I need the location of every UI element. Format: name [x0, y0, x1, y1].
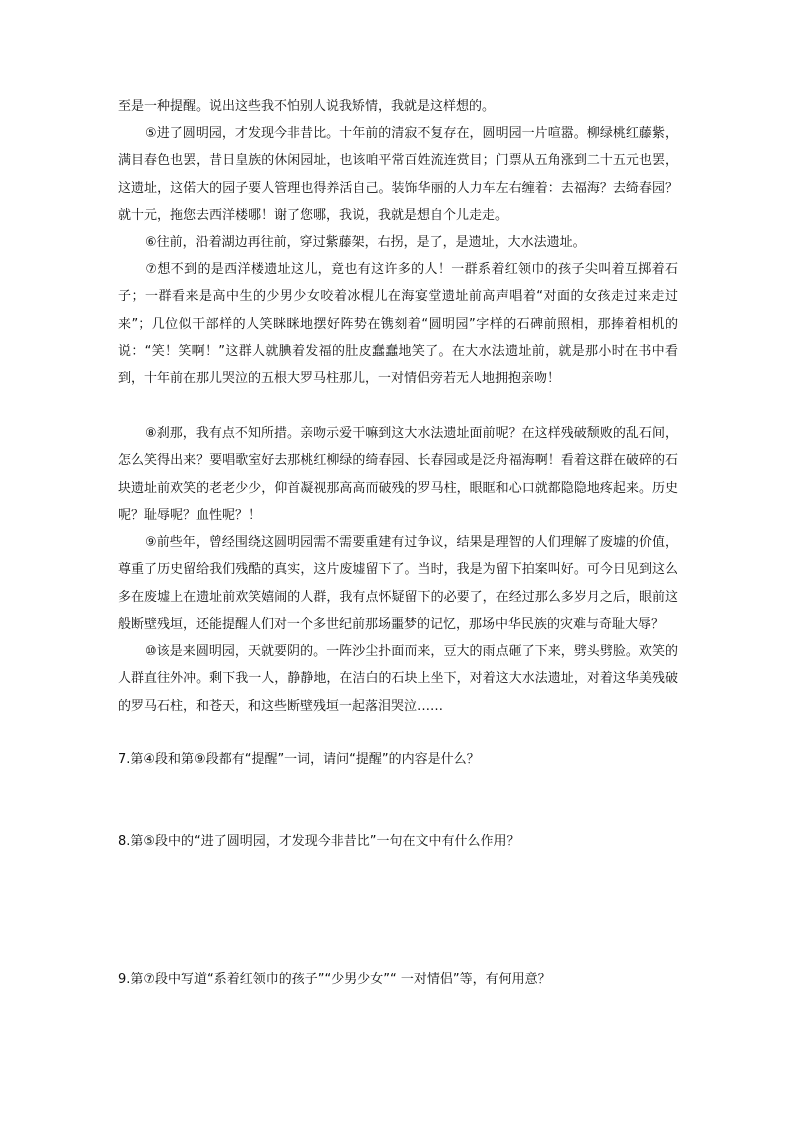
paragraph-10 — [118, 638, 678, 720]
question-7 — [118, 750, 698, 770]
paragraph-text: ⑩该是来圆明园，天就要阴的。一阵沙尘扑面而来，豆大的雨点砸了下来，劈头劈脸。欢笑的人群直往外冲。剩下我一人，静静地，在洁白的石块上坐下，对着这大水法遗址，对着这华美残破的罗马石柱，和苍天，和这些断壁残垣一起落泪哭泣…… — [118, 644, 678, 714]
question-8 — [118, 832, 698, 852]
paragraph-text: ⑧刹那，我有点不知所措。亲吻示爱干嘛到这大水法遗址面前呢？在这样残破颓败的乱石间，怎么笑得出来？要唱歌室好去那桃红柳绿的绮春园、长春园或是泛舟福海啊！看着这群在破碎的石块遗址前欢笑的老老少少，仰首凝视那高高而破残的罗马柱，眼眶和心口就都隐隐地疼起来。历史呢？耻辱呢？血性呢？！ — [118, 426, 678, 523]
paragraph-8 — [118, 420, 678, 529]
paragraph-text: ⑨前些年，曾经围绕这圆明园需不需要重建有过争议，结果是理智的人们理解了废墟的价值，尊重了历史留给我们残酷的真实，这片废墟留下了。当时，我是为留下拍案叫好。可今日见到这么多在废墟上在遗址前欢笑嬉闹的人群，我有点怀疑留下的必要了，在经过那么多岁月之后，眼前这般断壁残垣，还能提醒人们对一个多世纪前那场噩梦的记忆，那场中华民族的灾难与奇耻大辱？ — [118, 535, 678, 632]
question-9 — [118, 970, 698, 990]
paragraph-text: ⑤进了圆明园，才发现今非昔比。十年前的清寂不复存在，圆明园一片喧嚣。柳绿桃红藤紫，满目春色也罢，昔日皇族的休闲园址，也该咱平常百姓流连赏目；门票从五角涨到二十五元也罢，这遗址，这偌大的园子要人管理也得养活自己。装饰华丽的人力车左右缠着：去福海？去绮春园？就十元，拖您去西洋楼哪！谢了您哪，我说，我就是想自个儿走走。 — [118, 126, 678, 223]
question-text: 第⑤段中的“进了圆明园，才发现今非昔比”一句在文中有什么作用？ — [130, 834, 520, 849]
paragraph-4-tail — [118, 93, 678, 120]
paragraph-6 — [118, 229, 678, 256]
question-number: 8. — [118, 834, 131, 849]
question-number: 9. — [118, 972, 131, 987]
paragraph-7 — [118, 256, 678, 392]
paragraph-9 — [118, 529, 678, 638]
question-text: 第⑦段中写道“系着红领巾的孩子”“少男少女”“ 一对情侣”等，有何用意？ — [130, 972, 551, 987]
paragraph-text: ⑦想不到的是西洋楼遗址这儿，竟也有这许多的人！一群系着红领巾的孩子尖叫着互掷着石子；一群看来是高中生的少男少女咬着冰棍儿在海宴堂遗址前高声唱着“对面的女孩走过来走过来”；几位似干部样的人笑眯眯地摆好阵势在镌刻着“圆明园”字样的石碑前照相，那捧着相机的说：“笑！笑啊！”这群人就腆着发福的肚皮蠢蠢地笑了。在大水法遗址前，就是那小时在书中看到，十年前在那儿哭泣的五根大罗马柱那儿，一对情侣旁若无人地拥抱亲吻！ — [118, 262, 678, 387]
paragraph-text: ⑥往前，沿着湖边再往前，穿过紫藤架，右拐，是了，是遗址，大水法遗址。 — [145, 235, 586, 250]
question-text: 第④段和第⑨段都有“提醒”一词，请问“提醒”的内容是什么？ — [130, 752, 480, 767]
question-number: 7. — [118, 752, 131, 767]
paragraph-text: 至是一种提醒。说出这些我不怕别人说我矫情，我就是这样想的。 — [118, 99, 496, 114]
paragraph-5 — [118, 120, 678, 229]
